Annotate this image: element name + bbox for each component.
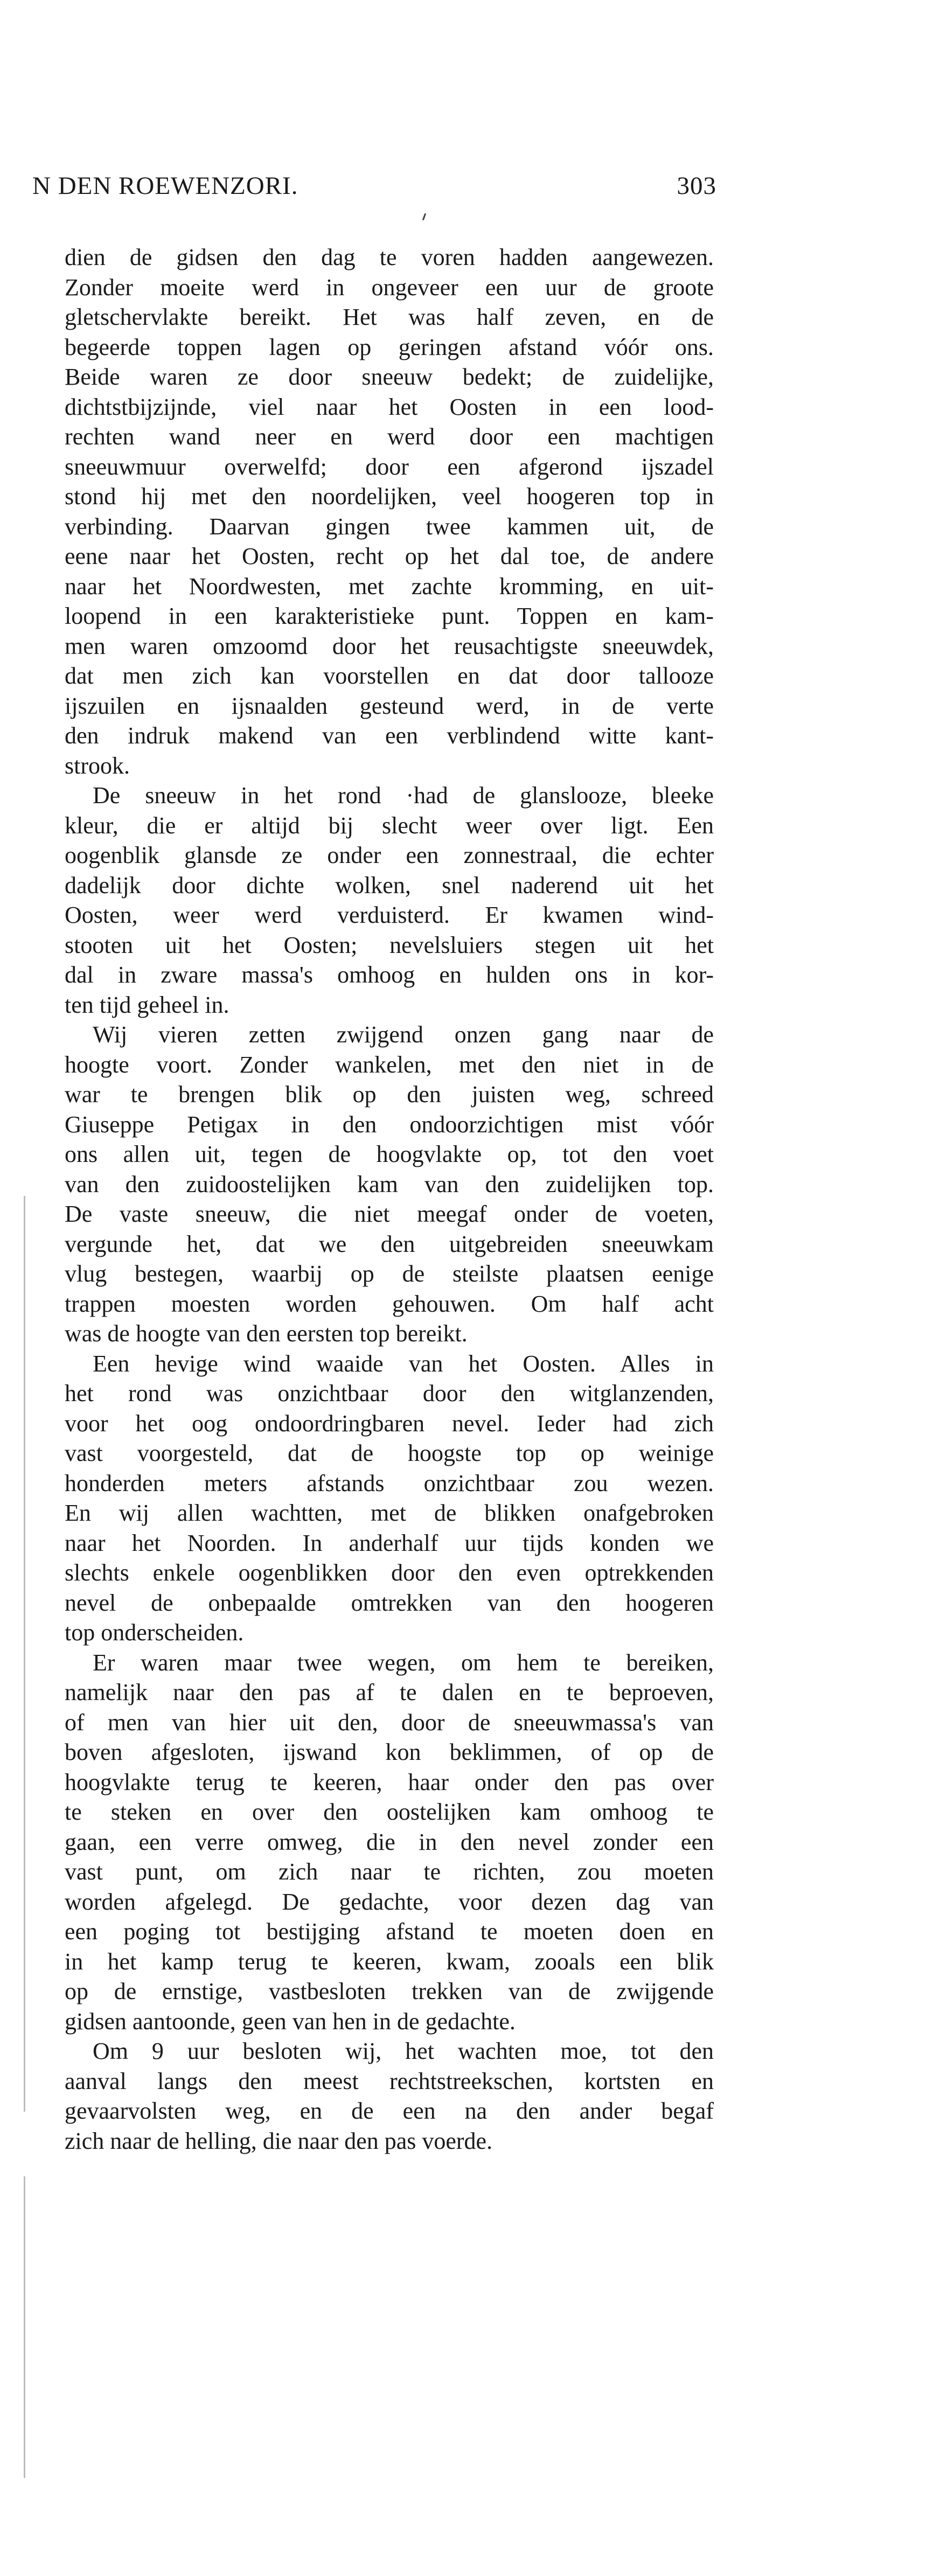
text-line: En wij allen wachtten, met de blikken onafgebroken [65,1500,714,1526]
text-line: Beide waren ze door sneeuw bedekt; de zuidelijke, [65,364,714,390]
text-line: zich naar de helling, die naar den pas voerde. [65,2127,493,2154]
text-line: te steken en over den oostelijken kam omhoog te [65,1799,714,1825]
text-line: rechten wand neer en werd door een machtigen [65,423,714,450]
text-line: een poging tot bestijging afstand te moeten doen en [65,1918,714,1945]
text-line: worden afgelegd. De gedachte, voor dezen dag van [65,1888,714,1915]
text-line: dal in zware massa's omhoog en hulden ons in kor- [65,962,714,988]
margin-line [24,1196,25,2112]
text-line: dien de gidsen den dag te voren hadden aangewezen. [65,244,714,270]
text-line: Een hevige wind waaide van het Oosten. Alles in [93,1350,714,1377]
text-line: ijszuilen en ijsnaalden gesteund werd, in de verte [65,692,714,719]
text-line: was de hoogte van den eersten top bereikt. [65,1320,468,1347]
text-line: naar het Noorden. In anderhalf uur tijds konden we [65,1529,714,1556]
text-line: vergunde het, dat we den uitgebreiden sneeuwkam [65,1230,714,1257]
text-line: dichtstbijzijnde, viel naar het Oosten in een lood- [65,393,714,420]
text-line: vast punt, om zich naar te richten, zou moeten [65,1858,714,1885]
ink-speck [422,213,426,220]
text-line: top onderscheiden. [65,1619,244,1646]
text-line: voor het oog ondoordringbaren nevel. Ieder had zich [65,1410,714,1437]
text-line: namelijk naar den pas af te dalen en te beproeven, [65,1679,714,1705]
text-line: Zonder moeite werd in ongeveer een uur de groote [65,274,714,301]
text-line: strook. [65,752,130,779]
text-line: ons allen uit, tegen de hoogvlakte op, tot den voet [65,1141,714,1167]
text-line: De vaste sneeuw, die niet meegaf onder de voeten, [65,1201,714,1227]
text-line: eene naar het Oosten, recht op het dal toe, de andere [65,543,714,569]
text-line: gaan, een verre omweg, die in den nevel zonder een [65,1828,714,1855]
text-line: hoogvlakte terug te keeren, haar onder den pas over [65,1769,714,1795]
text-line: dat men zich kan voorstellen en dat door tallooze [65,663,714,689]
text-line: loopend in een karakteristieke punt. Toppen en kam- [65,603,714,629]
text-line: slechts enkele oogenblikken door den even optrekkenden [65,1559,714,1586]
text-line: war te brengen blik op den juisten weg, schreed [65,1081,714,1108]
paragraph [65,1349,714,1648]
paragraph [65,1020,714,1349]
text-line: trappen moesten worden gehouwen. Om half acht [65,1290,714,1317]
text-line: of men van hier uit den, door de sneeuwmassa's van [65,1709,714,1736]
paragraph [65,781,714,1020]
text-line: stond hij met den noordelijken, veel hoogeren top in [65,483,714,510]
text-line: aanval langs den meest rechtstreekschen, kortsten en [65,2067,714,2094]
paragraph [65,1648,714,2037]
text-line: Om 9 uur besloten wij, het wachten moe, tot den [93,2038,714,2064]
text-line: stooten uit het Oosten; nevelsluiers stegen uit het [65,931,714,958]
running-head [32,171,716,209]
text-line: naar het Noordwesten, met zachte kromming, en uit- [65,573,714,600]
margin-line-lower [24,2176,25,2478]
paragraph [65,242,714,781]
text-line: begeerde toppen lagen op geringen afstand vóór ons. [65,333,714,360]
text-line: gidsen aantoonde, geen van hen in de gedachte. [65,2008,516,2035]
text-line: De sneeuw in het rond ·had de glanslooze, bleeke [93,782,714,809]
body-text [65,242,714,2156]
text-line: dadelijk door dichte wolken, snel naderend uit het [65,872,714,899]
text-line: het rond was onzichtbaar door den witglanzenden, [65,1380,714,1407]
text-line: honderden meters afstands onzichtbaar zou wezen. [65,1470,714,1496]
text-line: Oosten, weer werd verduisterd. Er kwamen wind- [65,902,714,928]
text-line: vlug bestegen, waarbij op de steilste plaatsen eenige [65,1261,714,1287]
text-line: Wij vieren zetten zwijgend onzen gang naar de [93,1021,714,1048]
paragraph [65,2036,714,2156]
text-line: boven afgesloten, ijswand kon beklimmen, of op de [65,1739,714,1765]
text-line: hoogte voort. Zonder wankelen, met den niet in de [65,1051,714,1078]
text-line: op de ernstige, vastbesloten trekken van de zwijgende [65,1978,714,2004]
text-line: gletschervlakte bereikt. Het was half zeven, en de [65,304,714,330]
text-line: gevaarvolsten weg, en de een na den ander begaf [65,2098,714,2124]
text-line: sneeuwmuur overwelfd; door een afgerond ijszadel [65,453,714,480]
text-line: nevel de onbepaalde omtrekken van den hoogeren [65,1589,714,1616]
text-line: van den zuidoostelijken kam van den zuidelijken top. [65,1171,714,1198]
text-line: kleur, die er altijd bij slecht weer over ligt. Een [65,812,714,839]
text-line: Giuseppe Petigax in den ondoorzichtigen mist vóór [65,1111,714,1138]
text-line: men waren omzoomd door het reusachtigste sneeuwdek, [65,632,714,659]
text-line: ten tijd geheel in. [65,991,229,1018]
text-line: verbinding. Daarvan gingen twee kammen uit, de [65,513,714,540]
text-line: oogenblik glansde ze onder een zonnestraal, die echter [65,842,714,868]
chapter-title: N DEN ROEWENZORI. [32,172,298,200]
page-number: 303 [677,172,716,200]
text-line: vast voorgesteld, dat de hoogste top op weinige [65,1440,714,1466]
text-line: den indruk makend van een verblindend witte kant- [65,722,714,749]
text-line: in het kamp terug te keeren, kwam, zooals een blik [65,1948,714,1975]
text-line: Er waren maar twee wegen, om hem te bereiken, [93,1649,714,1676]
